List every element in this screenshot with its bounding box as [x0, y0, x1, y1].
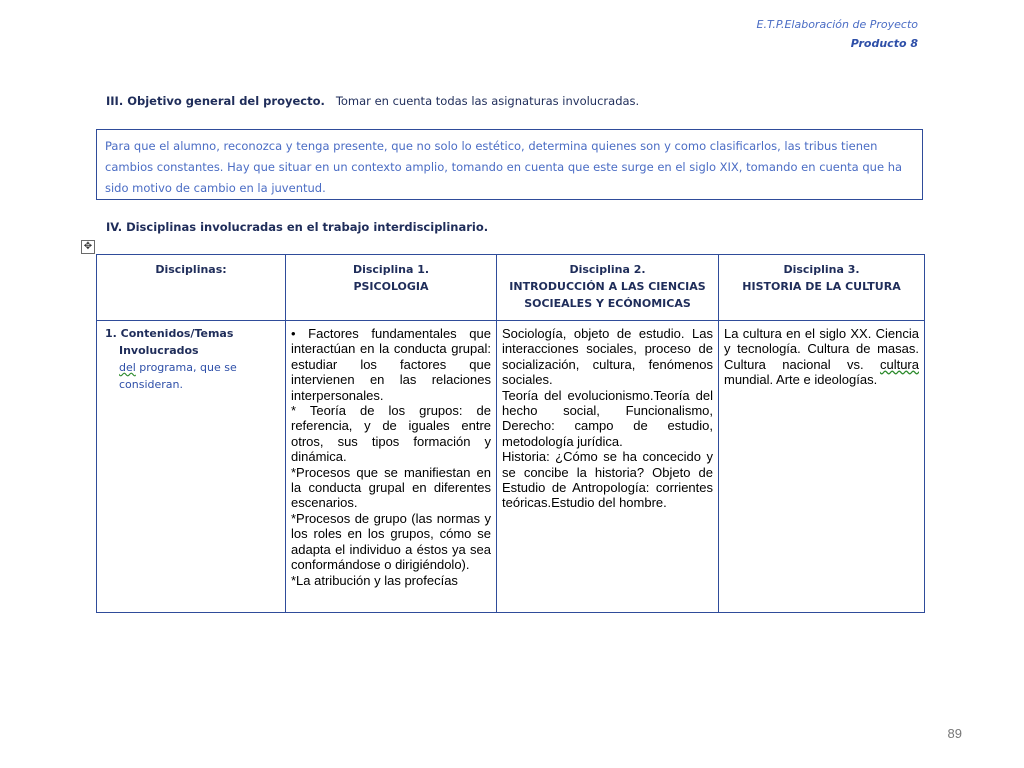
cell-ciencias-sociales — [497, 321, 719, 613]
table-row — [97, 321, 925, 613]
row-label-contenidos — [97, 321, 286, 613]
row-label-rest — [105, 359, 279, 393]
cultura-text-b: mundial. Arte e ideologías. — [724, 372, 878, 388]
header-cell-line2: HISTORIA DE LA CULTURA — [742, 280, 901, 293]
section-4-title: IV. Disciplinas involucradas en el trabajo interdisciplinario. — [106, 220, 489, 234]
header-cell-line2: PSICOLOGIA — [353, 280, 429, 293]
cell-paragraph: Historia: ¿Cómo se ha concecido y se concibe la historia? Objeto de Estudio de Antropología: corrientes teóricas.Estudio del hombre. — [502, 449, 713, 511]
section-3-title: III. Objetivo general del proyecto. — [106, 94, 325, 108]
cell-paragraph: Teoría del evolucionismo.Teoría del hecho social, Funcionalismo, Derecho: campo de estudio, metodología jurídica. — [502, 387, 713, 449]
cell-paragraph: • Factores fundamentales que interactúan en la conducta grupal: estudiar los factores que intervienen en las relaciones interpersonales. — [291, 326, 491, 403]
section-3-heading — [106, 94, 639, 108]
header-cell-line1: Disciplina 3. — [783, 263, 860, 276]
objective-box — [96, 129, 923, 200]
cell-paragraph: *Procesos de grupo (las normas y los roles en los grupos, cómo se adapta el individuo a éstos ya sea conformándose o dirigiéndolo). — [291, 510, 491, 573]
cell-paragraph: * Teoría de los grupos: de referencia, y de iguales entre otros, sus tipos formación y dinámica. — [291, 403, 491, 465]
disciplines-table — [96, 254, 925, 613]
header-cell-line1: Disciplina 2. — [569, 263, 646, 276]
cell-paragraph — [724, 326, 919, 388]
header-cell-disciplina-1 — [286, 255, 497, 321]
cell-paragraph: *La atribución y las profecías — [291, 572, 458, 588]
header-cell-line2: INTRODUCCIÓN A LAS CIENCIAS SOCIEALES Y ECÓNOMICAS — [509, 280, 706, 310]
objective-text: Para que el alumno, reconozca y tenga presente, que no solo lo estético, determina quienes son y como clasificarlos, las tribus tienen cambios constantes. Hay que situar en un contexto amplio, tomando en cuenta que este surge en el siglo XIX, tomando en cuenta que ha sido motivo de cambio en la juventud. — [105, 139, 903, 195]
cell-paragraph: Sociología, objeto de estudio. Las interacciones sociales, proceso de socialización, cultura, fenómenos sociales. — [502, 326, 713, 388]
row-label-del: del — [119, 361, 136, 374]
header-cell-disciplina-3 — [719, 255, 925, 321]
row-label-lead: 1. Contenidos/Temas — [105, 327, 234, 340]
row-label-rest-text: programa, que se consideran. — [119, 361, 237, 391]
page-number: 89 — [947, 726, 962, 741]
cell-historia-cultura — [719, 321, 925, 613]
header-cell-line1: Disciplina 1. — [352, 263, 430, 276]
cultura-word: cultura — [879, 356, 919, 372]
table-move-handle-icon[interactable]: ✥ — [81, 240, 95, 254]
section-3-subtitle: Tomar en cuenta todas las asignaturas involucradas. — [335, 94, 640, 108]
header-cell-disciplinas — [97, 255, 286, 321]
table-header-row — [97, 255, 925, 321]
header-cell-disciplina-2 — [497, 255, 719, 321]
cell-psicologia — [286, 321, 497, 613]
cultura-text-a: La cultura en el siglo XX. Ciencia y tecnología. Cultura de masas. Cultura nacional vs. — [724, 326, 919, 372]
header-cell-line1: Disciplinas: — [155, 263, 227, 276]
row-label-line2: Involucrados — [119, 344, 199, 357]
header-project-title: E.T.P.Elaboración de Proyecto — [756, 18, 918, 31]
header-product-label: Producto 8 — [850, 37, 918, 50]
cell-paragraph: *Procesos que se manifiestan en la conducta grupal en diferentes escenarios. — [291, 464, 491, 511]
